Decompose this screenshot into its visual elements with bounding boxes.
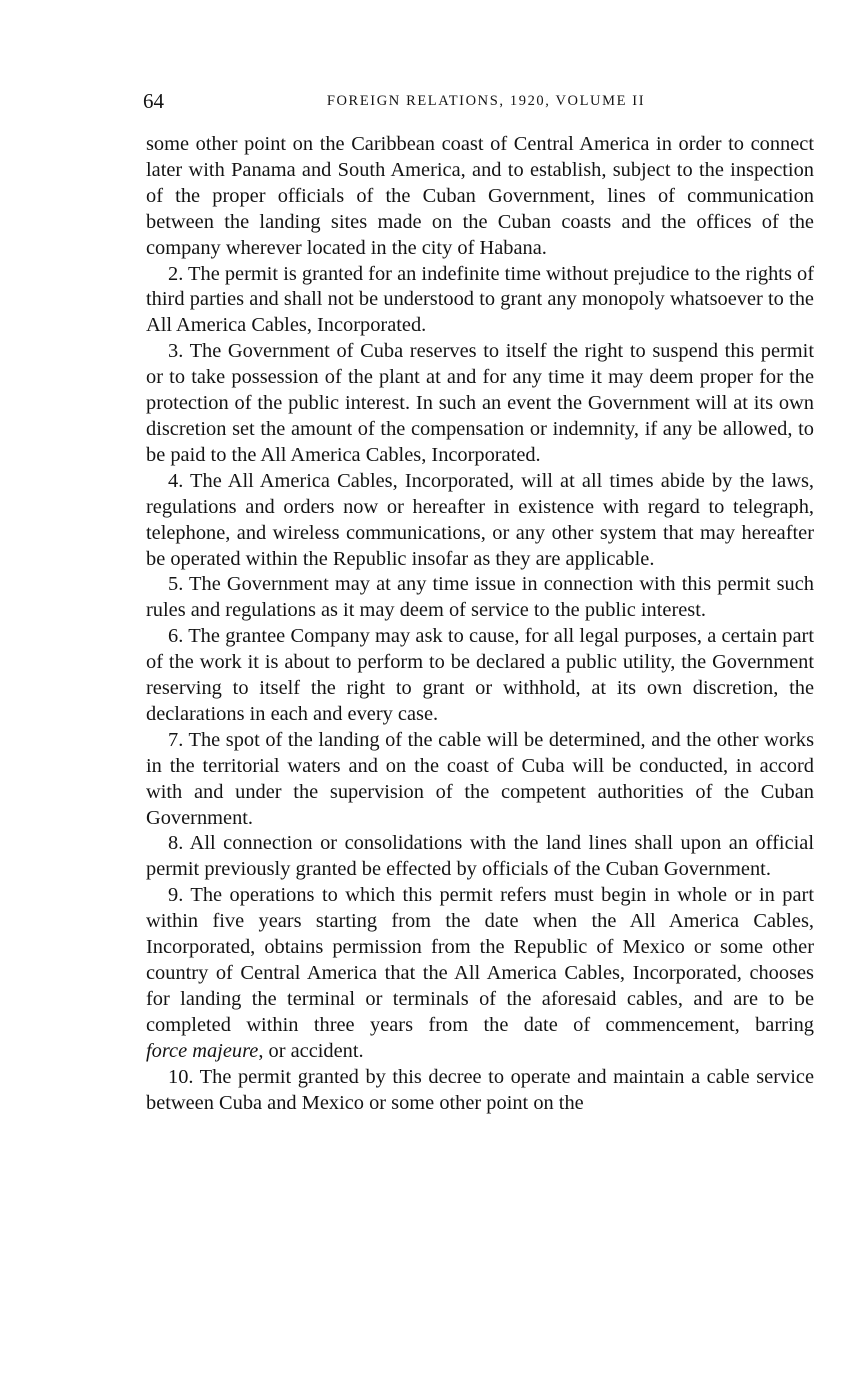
- body-text: [146, 132, 814, 1116]
- paragraph-7: 7. The spot of the landing of the cable will be determined, and the other works in the territorial waters and on the coast of Cuba will be conducted, in accord with and under the supervision of the competent authorities of the Cuban Government.: [146, 728, 814, 829]
- paragraph-10: 10. The permit granted by this decree to operate and maintain a cable service between Cuba and Mexico or some other point on the: [146, 1065, 814, 1114]
- paragraph-6: 6. The grantee Company may ask to cause, for all legal purposes, a certain part of the work it is about to perform to be declared a public utility, the Government reserving to itself the right to grant or withhold, at its own discretion, the declarations in each and every case.: [146, 625, 814, 725]
- paragraph-8: 8. All connection or consolidations with the land lines shall upon an official permit previously granted be effected by officials of the Cuban Government.: [146, 832, 814, 881]
- paragraph-5: 5. The Government may at any time issue in connection with this permit such rules and regulations as it may deem of service to the public interest.: [146, 573, 814, 622]
- paragraph-3: 3. The Government of Cuba reserves to itself the right to suspend this permit or to take possession of the plant at and for any time it may deem proper for the protection of the public interest. In such an event the Government will at its own discretion set the amount of the compensation or indemnity, if any be allowed, to be paid to the All America Cables, Incorporated.: [146, 340, 814, 466]
- paragraph-2: 2. The permit is granted for an indefinite time without prejudice to the rights of third parties and shall not be understood to grant any monopoly whatsoever to the All America Cables, Incorporated.: [146, 262, 814, 337]
- paragraph-9-italic-wrap: [146, 1040, 364, 1062]
- paragraph-9-italic: force majeure: [146, 1039, 259, 1062]
- paragraph-9-end: , or accident.: [258, 1039, 364, 1062]
- paragraph-continued: some other point on the Caribbean coast of Central America in order to connect later with Panama and South America, and to establish, subject to the inspection of the proper officials of the Cuban Government, lines of communication between the landing sites made on the Cuban coasts and the offices of the company wherever located in the city of Habana.: [146, 133, 814, 259]
- page-number: 64: [143, 89, 164, 113]
- paragraph-9-text: 9. The operations to which this permit refers must begin in whole or in part within five years starting from the date when the All America Cables, Incorporated, obtains permission from the Republic of Mexico or some other country of Central America that the All America Cables, Incorporated, chooses for landing the terminal or terminals of the aforesaid cables, and are to be completed within three years from the date of commencement, barring: [146, 884, 814, 1036]
- running-head: FOREIGN RELATIONS, 1920, VOLUME II: [326, 93, 646, 109]
- paragraph-9: [146, 883, 814, 1064]
- paragraph-4: 4. The All America Cables, Incorporated, will at all times abide by the laws, regulations and orders now or hereafter in existence with regard to telegraph, telephone, and wireless communications, or any other system that may hereafter be operated within the Republic insofar as they are applicable.: [146, 469, 814, 570]
- page-header: [143, 86, 814, 116]
- document-page: [143, 86, 814, 1116]
